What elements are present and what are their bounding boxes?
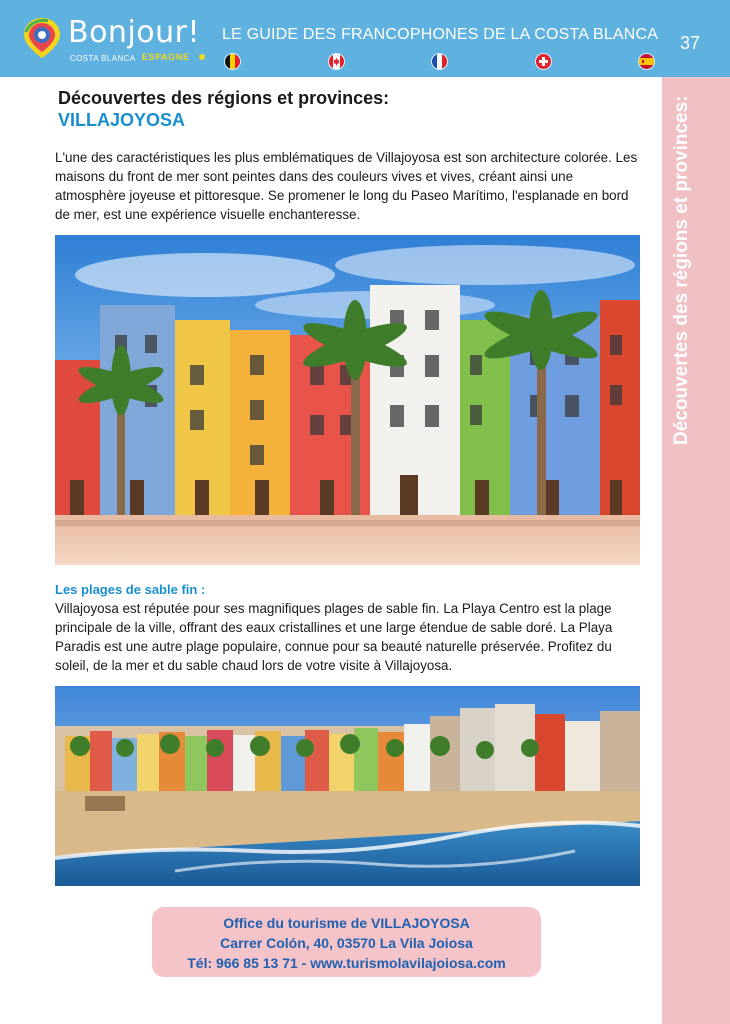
page-number: 37	[680, 33, 701, 53]
logo-wordmark: Bonjour!	[68, 15, 201, 50]
spain-flag-icon	[638, 53, 655, 70]
page-subtitle: VILLAJOYOSA	[58, 110, 186, 130]
contact-address: Carrer Colón, 40, 03570 La Vila Joiosa	[220, 935, 473, 951]
beaches-paragraph: Villajoyosa est réputée pour ses magnifiques plages de sable fin. La Playa Centro est la plage principale de la ville, offrant des eaux cristallines et une large étendue de sable doré. La Playa Paradis est une autre plage populaire, connue pour sa beauté naturelle préservée. Profitez du soleil, de la mer et du sable chaud lors de votre visite à Villajoyosa.	[55, 601, 613, 673]
page-title: Découvertes des régions et provinces:	[58, 88, 390, 108]
belgium-flag-icon	[224, 53, 241, 70]
logo-dot	[199, 54, 205, 60]
contact-office-name: Office du tourisme de VILLAJOYOSA	[223, 915, 470, 931]
logo-espagne: ESPAGNE	[142, 52, 190, 62]
beaches-heading: Les plages de sable fin :	[55, 582, 206, 597]
page-header	[0, 0, 730, 77]
switzerland-flag-icon	[535, 53, 552, 70]
contact-phone-website[interactable]: Tél: 966 85 13 71 - www.turismolavilajoiosa.com	[187, 955, 506, 971]
france-flag-icon	[431, 53, 448, 70]
bonjour-espagne-logo[interactable]	[12, 10, 217, 68]
sidebar-section-label: Découvertes des régions et provinces:	[671, 95, 692, 445]
sidebar-band	[662, 77, 730, 1024]
colorful-houses-photo	[55, 235, 640, 565]
map-pin-icon	[20, 16, 64, 60]
intro-paragraph: L'une des caractéristiques les plus emblématiques de Villajoyosa est son architecture colorée. Les maisons du front de mer sont peintes dans des couleurs vives et vives, créant ainsi une atmosphère joyeuse et pittoresque. Se promener le long du Paseo Marítimo, l'esplanade en bord de mer, est une expérience visuelle enchanteresse.	[55, 150, 638, 222]
logo-costa-blanca: COSTA BLANCA	[70, 54, 136, 63]
canada-flag-icon	[328, 53, 345, 70]
header-title: LE GUIDE DES FRANCOPHONES DE LA COSTA BLANCA	[222, 26, 659, 43]
beach-panorama-photo	[55, 686, 640, 886]
tourism-office-contact	[152, 907, 541, 977]
